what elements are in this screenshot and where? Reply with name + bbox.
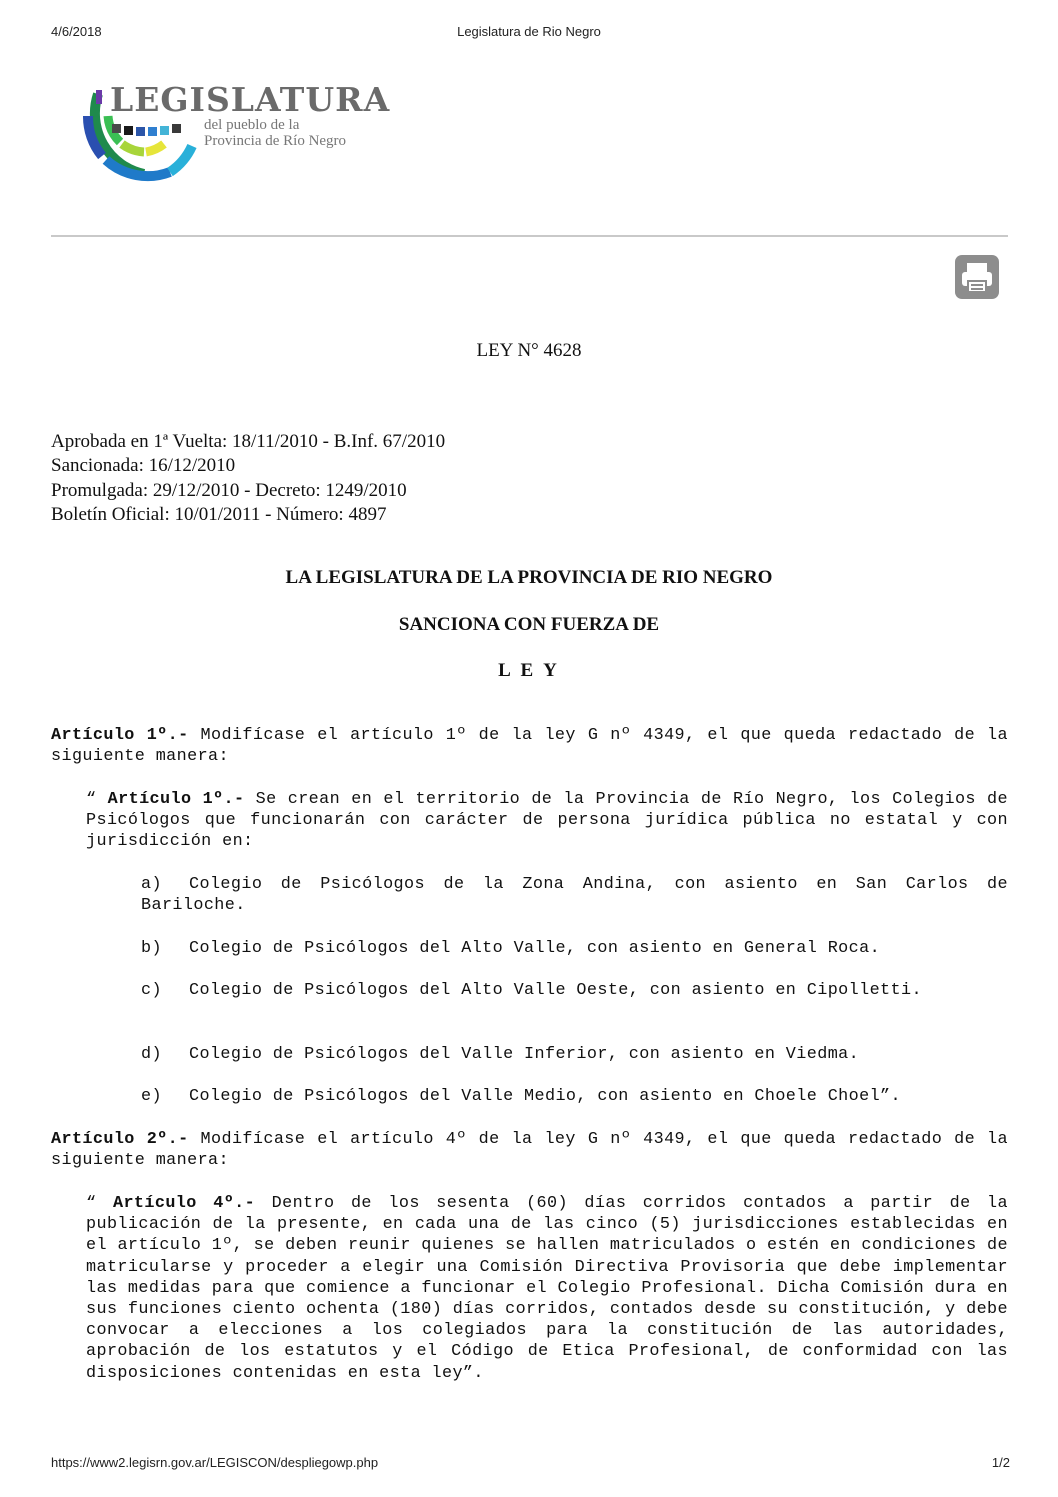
meta-bulletin: Boletín Oficial: 10/01/2011 - Número: 4897 — [51, 503, 387, 525]
list-item — [141, 938, 1008, 959]
header-divider — [51, 235, 1008, 237]
printer-icon — [955, 255, 999, 299]
list-item-text: Colegio de Psicólogos del Valle Medio, con asiento en Choele Choel”. — [189, 1087, 901, 1106]
list-item-label: e) — [141, 1087, 162, 1106]
list-item-label: a) — [141, 875, 162, 894]
list-item — [141, 1086, 1008, 1107]
article-1-text: Modifícase el artículo 1º de la ley G nº 4349, el que queda redactado de la siguiente manera: — [51, 726, 1008, 767]
list-item-label: c) — [141, 981, 162, 1000]
article-1-label: Artículo 1º.- — [51, 726, 189, 745]
quote-open: “ — [86, 1194, 97, 1213]
heading-sanctions: SANCIONA CON FUERZA DE — [398, 614, 660, 635]
quote-open: “ — [86, 790, 97, 809]
print-page-number: 1/2 — [991, 1455, 1010, 1470]
meta-sanctioned: Sancionada: 16/12/2010 — [51, 455, 236, 477]
quoted-article-4-text: Dentro de los sesenta (60) días corridos contados a partir de la publicación de la presente, en cada una de las cinco (5) jurisdicciones establecidas en el artículo 1º, se deben reunir quienes se hallen matriculados o estén en condiciones de matricularse y proceder a elegir una Comisión Directiva Provisoria que debe implementar las medidas para que comience a funcionar el Colegio Profesional. Dicha Comisión dura en sus funciones ciento ochenta (180) días corridos, contados desde su constitución, y debe convocar a elecciones a los colegiados para la constitución de las autoridades, aprobación de los estatutos y el Código de Etica Profesional, de conformidad con las disposiciones contenidas en esta ley”. — [86, 1194, 1008, 1383]
meta-approved: Aprobada en 1ª Vuelta: 18/11/2010 - B.Inf. 67/2010 — [51, 431, 446, 452]
legislatura-logo[interactable] — [74, 76, 394, 186]
meta-promulgated: Promulgada: 29/12/2010 - Decreto: 1249/2010 — [51, 479, 407, 501]
article-1 — [51, 725, 1008, 767]
article-2-text: Modifícase el artículo 4º de la ley G nº 4349, el que queda redactado de la siguiente manera: — [51, 1130, 1008, 1171]
list-item — [141, 874, 1008, 916]
quoted-article-1 — [86, 789, 1008, 853]
quoted-article-1-label: Artículo 1º.- — [107, 790, 245, 809]
article-2 — [51, 1129, 1008, 1171]
law-title: LEY N° 4628 — [476, 340, 582, 361]
logo-wordmark: LEGISLATURA — [110, 80, 391, 119]
heading-legislature: LA LEGISLATURA DE LA PROVINCIA DE RIO NEGRO — [285, 567, 773, 588]
law-metadata — [51, 430, 445, 527]
quoted-article-1-text: Se crean en el territorio de la Provincia de Río Negro, los Colegios de Psicólogos que funcionarán con carácter de persona jurídica pública no estatal y con jurisdicción en: — [86, 790, 1008, 852]
list-item — [141, 980, 1008, 1001]
list-item-text: Colegio de Psicólogos del Valle Inferior, con asiento en Viedma. — [189, 1045, 860, 1064]
list-item-label: b) — [141, 939, 162, 958]
list-item-label: d) — [141, 1045, 162, 1064]
logo-subtitle: del pueblo de la Provincia de Río Negro — [204, 117, 347, 149]
list-item — [141, 1044, 1008, 1065]
list-item-text: Colegio de Psicólogos de la Zona Andina, con asiento en San Carlos de Bariloche. — [141, 875, 1008, 916]
list-item-text: Colegio de Psicólogos del Alto Valle Oeste, con asiento en Cipolletti. — [189, 981, 922, 1000]
list-item-text: Colegio de Psicólogos del Alto Valle, con asiento en General Roca. — [189, 939, 881, 958]
heading-ley: L E Y — [498, 660, 560, 681]
print-date: 4/6/2018 — [51, 24, 102, 39]
print-button[interactable] — [955, 255, 999, 299]
print-url: https://www2.legisrn.gov.ar/LEGISCON/despliegowp.php — [51, 1455, 379, 1470]
quoted-article-4 — [86, 1193, 1008, 1384]
article-2-label: Artículo 2º.- — [51, 1130, 189, 1149]
print-title: Legislatura de Rio Negro — [457, 24, 601, 39]
quoted-article-4-label: Artículo 4º.- — [112, 1194, 256, 1213]
